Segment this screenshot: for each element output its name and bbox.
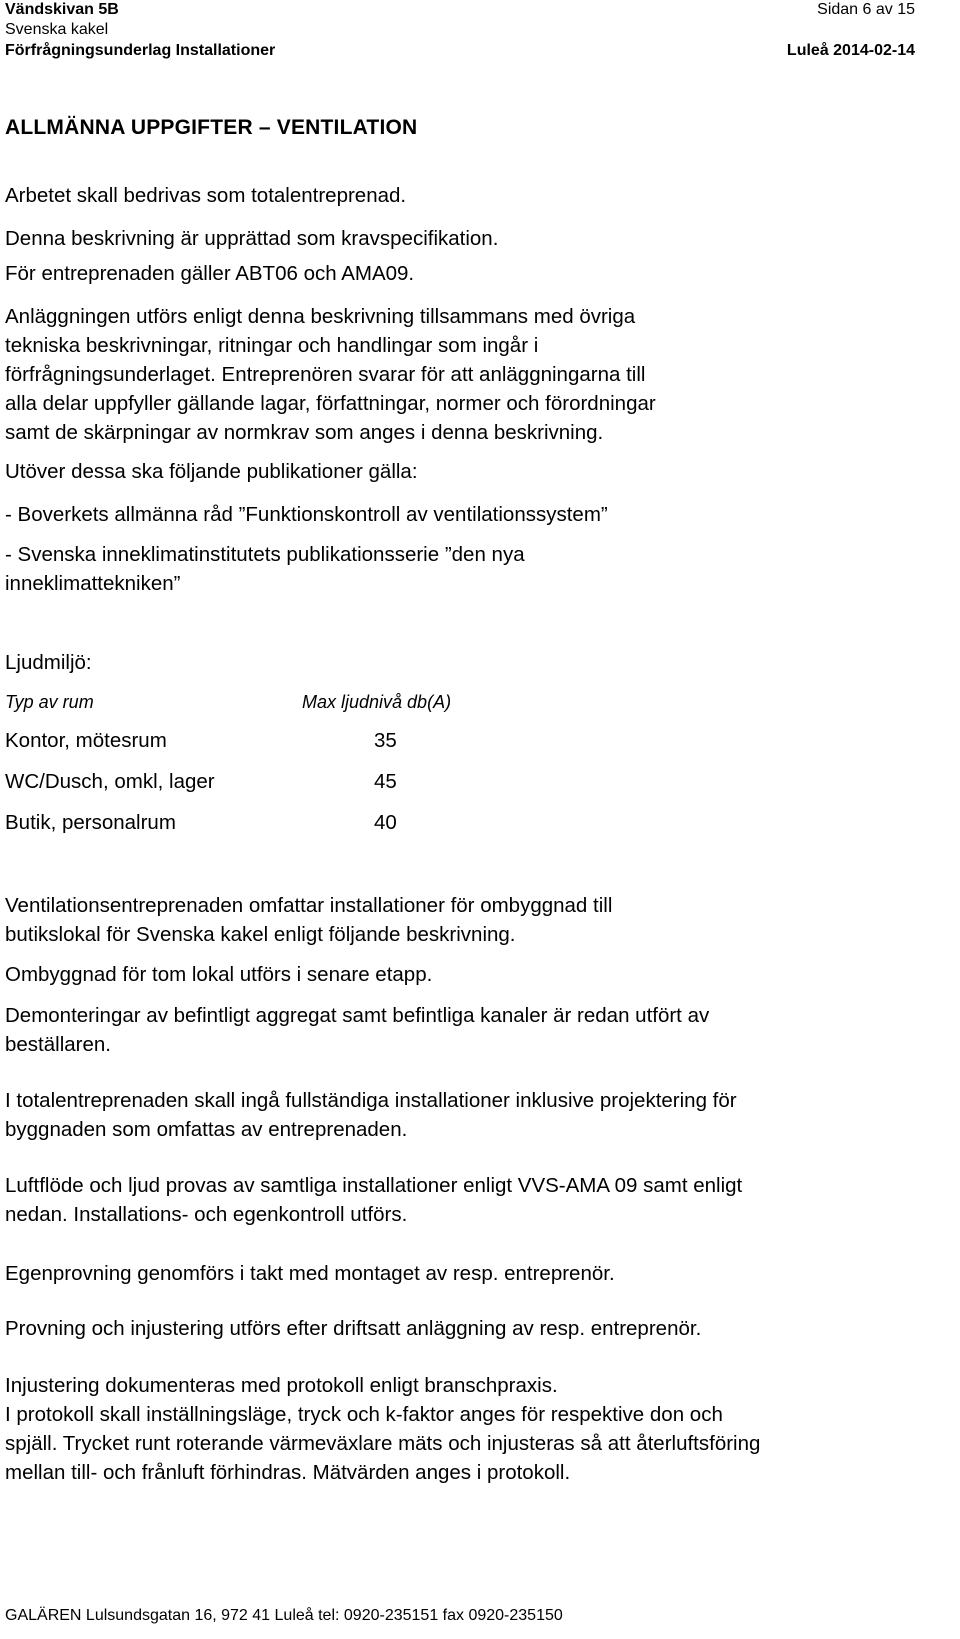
paragraph-line: samt de skärpningar av normkrav som anges i denna beskrivning. [5,421,604,444]
header-project: Vändskivan 5B [5,1,119,18]
intro-line: För entreprenaden gäller ABT06 och AMA09. [5,262,415,285]
footer-contact: GALÄREN Lulsundsgatan 16, 972 41 Luleå tel: 0920-235151 fax 0920-235150 [5,1607,563,1624]
paragraph-line: spjäll. Trycket runt roterande värmeväxlare mäts och injusteras så att återluftsföring [5,1432,761,1455]
publication-line: inneklimattekniken” [5,572,181,595]
room-type-cell: WC/Dusch, omkl, lager [5,770,215,793]
intro-line: Denna beskrivning är upprättad som kravspecifikation. [5,227,499,250]
paragraph-line: Ventilationsentreprenaden omfattar installationer för ombyggnad till [5,894,613,917]
sound-level-cell: 35 [374,729,397,752]
publication-item: - Boverkets allmänna råd ”Funktionskontroll av ventilationssystem” [5,503,608,526]
paragraph-line: tekniska beskrivningar, ritningar och handlingar som ingår i [5,334,539,357]
paragraph-protocol [5,1371,945,1487]
room-type-cell: Butik, personalrum [5,811,176,834]
intro-line: Arbetet skall bedrivas som totalentreprenad. [5,184,407,207]
paragraph-line: I totalentreprenaden skall ingå fullständiga installationer inklusive projektering för [5,1089,737,1112]
paragraph-line: byggnaden som omfattas av entreprenaden. [5,1118,408,1141]
paragraph-demolition [5,1001,945,1059]
paragraph-testing [5,1171,945,1229]
publications-intro: Utöver dessa ska följande publikationer gälla: [5,460,418,483]
header-place-date: Luleå 2014-02-14 [786,42,915,59]
paragraph-line: Anläggningen utförs enligt denna beskrivning tillsammans med övriga [5,305,636,328]
paragraph-line: nedan. Installations- och egenkontroll utförs. [5,1203,408,1226]
paragraph-line: butikslokal för Svenska kakel enligt följande beskrivning. [5,923,516,946]
paragraph-line: mellan till- och frånluft förhindras. Mätvärden anges i protokoll. [5,1461,571,1484]
paragraph-line: förfrågningsunderlaget. Entreprenören svarar för att anläggningarna till [5,363,646,386]
publication-item [5,540,945,598]
paragraph-line: alla delar uppfyller gällande lagar, författningar, normer och förordningar [5,392,656,415]
header-client: Svenska kakel [5,21,109,38]
sound-level-cell: 40 [374,811,397,834]
paragraph-line: beställaren. [5,1033,111,1056]
paragraph-line: I protokoll skall inställningsläge, tryck och k-faktor anges för respektive don och [5,1403,723,1426]
paragraph-later-stage: Ombyggnad för tom lokal utförs i senare etapp. [5,963,433,986]
column-header-max-level: Max ljudnivå db(A) [302,692,452,712]
paragraph-installation [5,302,945,447]
paragraph-adjustment: Provning och injustering utförs efter driftsatt anläggning av resp. entreprenör. [5,1317,702,1340]
header-doc-type: Förfrågningsunderlag Installationer [5,42,276,59]
sound-heading: Ljudmiljö: [5,651,92,674]
sound-level-cell: 45 [374,770,397,793]
room-type-cell: Kontor, mötesrum [5,729,167,752]
paragraph-scope [5,891,945,949]
paragraph-line: Demonteringar av befintligt aggregat samt befintliga kanaler är redan utfört av [5,1004,710,1027]
paragraph-total-contract [5,1086,945,1144]
paragraph-line: Luftflöde och ljud provas av samtliga installationer enligt VVS-AMA 09 samt enligt [5,1174,743,1197]
header-page-number: Sidan 6 av 15 [817,1,915,18]
section-title: ALLMÄNNA UPPGIFTER – VENTILATION [5,116,418,139]
publication-line: - Svenska inneklimatinstitutets publikationsserie ”den nya [5,543,525,566]
paragraph-line: Injustering dokumenteras med protokoll enligt branschpraxis. [5,1374,558,1397]
paragraph-self-testing: Egenprovning genomförs i takt med montaget av resp. entreprenör. [5,1262,615,1285]
column-header-room-type: Typ av rum [5,692,94,712]
